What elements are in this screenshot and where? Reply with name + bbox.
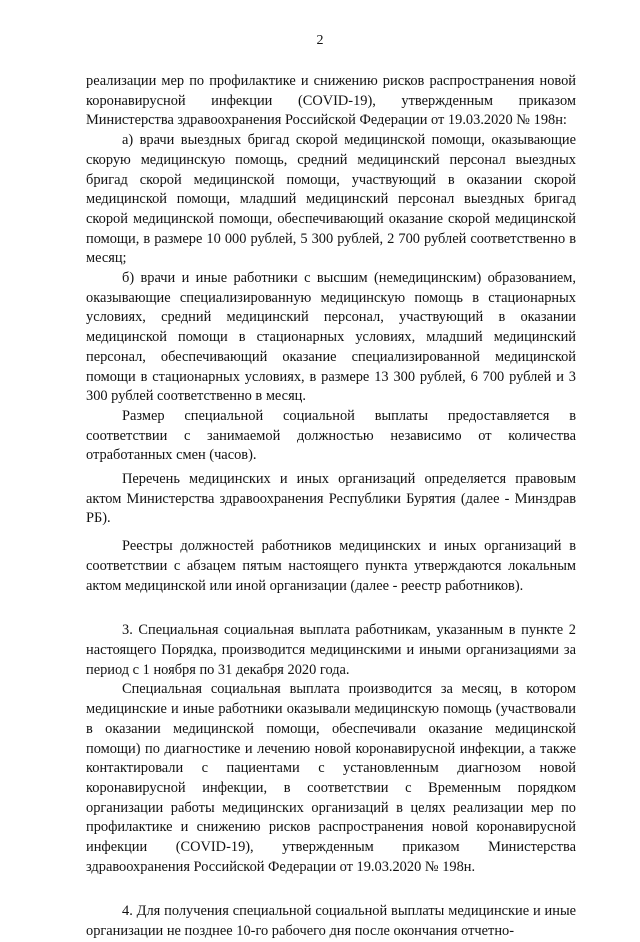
paragraph-payment-period: Специальная социальная выплата производится за месяц, в котором медицинские и иные работники оказывали медицинскую помощь (участвовали в оказании медицинской помощи, обеспечивали оказание медицинской помощи) по диагностике и лечению новой коронавирусной инфекции, а также контактировали с пациентами с установленным диагнозом новой коронавирусной инфекции, в соответствии с Временным порядком организации работы медицинских организаций в целях реализации мер по профилактике и снижению рисков распространения новой коронавирусной инфекции (COVID-19), утвержденным приказом Министерства здравоохранения Российской Федерации от 19.03.2020 № 198н. — [86, 681, 576, 875]
paragraph-payment-size: Размер специальной социальной выплаты предоставляется в соответствии с занимаемой должностью независимо от количества отработанных смен (часов). — [86, 407, 576, 464]
paragraph-item-a: а) врачи выездных бригад скорой медицинской помощи, оказывающие скорую медицинскую помощь, средний медицинский персонал выездных бригад скорой медицинской помощи, участвующий в оказании скорой медицинской помощи, младший медицинский персонал выездных бригад скорой медицинской помощи, обеспечивающий оказание скорой медицинской помощи, в размере 10 000 рублей, 5 300 рублей, 2 700 рублей соответственно в месяц; — [86, 132, 576, 267]
paragraph-continuation: реализации мер по профилактике и снижению рисков распространения новой коронавирусной инфекции (COVID-19), утвержденным приказом Министерства здравоохранения Российской Федерации от 19.03.2020 № 198н: — [86, 73, 576, 129]
document-body — [86, 72, 576, 942]
paragraph-registers: Реестры должностей работников медицинских и иных организаций в соответствии с абзацем пятым настоящего пункта утверждаются локальным актом медицинской или иной организации (далее - реестр работников). — [86, 538, 576, 594]
paragraph-section-3: 3. Специальная социальная выплата работникам, указанным в пункте 2 настоящего Порядка, производится медицинскими и иными организациями за период с 1 ноября по 31 декабря 2020 года. — [86, 622, 576, 678]
page-number: 2 — [316, 33, 324, 48]
paragraph-item-b: б) врачи и иные работники с высшим (немедицинским) образованием, оказывающие специализированную медицинскую помощь в стационарных условиях, средний медицинский персонал, участвующий в оказании медицинской помощи в стационарных условиях, младший медицинский персонал, обеспечивающий оказание специализированной медицинской помощи в стационарных условиях, в размере 13 300 рублей, 6 700 рублей и 3 300 рублей соответственно в месяц. — [86, 270, 576, 405]
paragraph-section-4: 4. Для получения специальной социальной выплаты медицинские и иные организации не позднее 10-го рабочего дня после окончания отчетно- — [86, 903, 576, 940]
paragraph-organizations-list: Перечень медицинских и иных организаций определяется правовым актом Министерства здравоохранения Республики Бурятия (далее - Минздрав РБ). — [86, 471, 576, 527]
